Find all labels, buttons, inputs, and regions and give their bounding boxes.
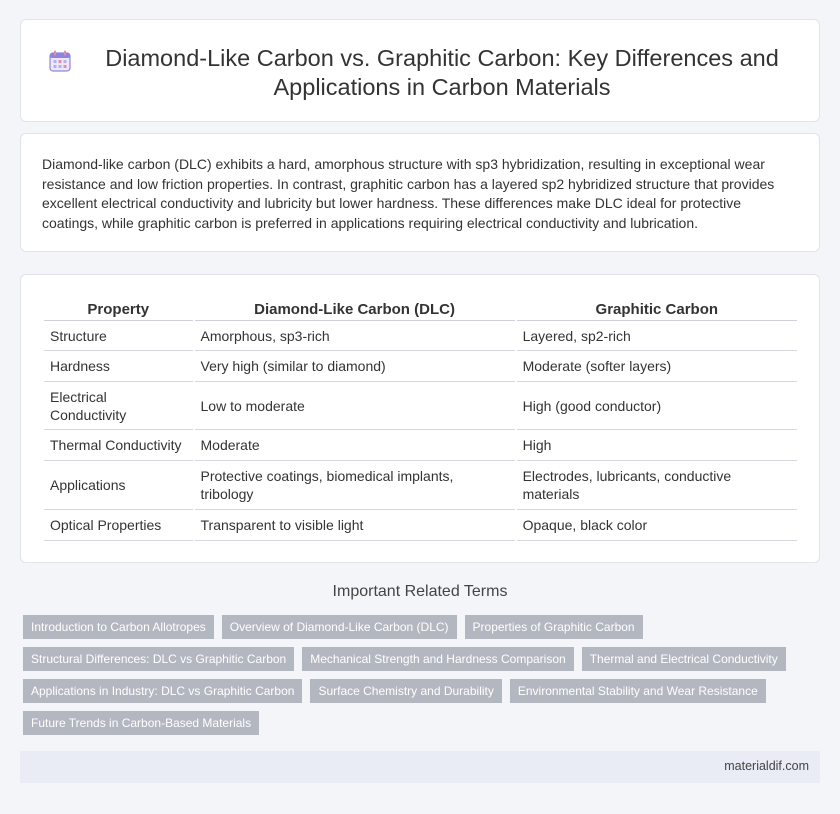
- related-term-tag[interactable]: Structural Differences: DLC vs Graphitic Carbon: [23, 647, 294, 671]
- table-row: [44, 510, 797, 541]
- related-term-tag[interactable]: Overview of Diamond-Like Carbon (DLC): [222, 615, 457, 639]
- graphitic-cell: Moderate (softer layers): [517, 351, 797, 382]
- table-row: [44, 461, 797, 510]
- graphitic-cell: High: [517, 430, 797, 461]
- page-title: Diamond-Like Carbon vs. Graphitic Carbon: Key Differences and Applications in Carbon Materials: [105, 45, 779, 100]
- related-terms-list: [23, 615, 803, 743]
- property-cell: Structure: [44, 321, 193, 351]
- table-row: [44, 430, 797, 461]
- tag-row: [23, 711, 803, 735]
- dlc-cell: Low to moderate: [195, 382, 515, 430]
- tag-row: [23, 679, 803, 703]
- graphitic-cell: High (good conductor): [517, 382, 797, 430]
- column-header-dlc: Diamond-Like Carbon (DLC): [195, 295, 515, 321]
- table-row: [44, 382, 797, 430]
- footer: [20, 751, 820, 783]
- related-term-tag[interactable]: Thermal and Electrical Conductivity: [582, 647, 786, 671]
- related-term-tag[interactable]: Environmental Stability and Wear Resistance: [510, 679, 766, 703]
- property-cell: Hardness: [44, 351, 193, 382]
- related-term-tag[interactable]: Applications in Industry: DLC vs Graphitic Carbon: [23, 679, 302, 703]
- graphitic-cell: Layered, sp2-rich: [517, 321, 797, 351]
- comparison-table-card: [20, 274, 820, 563]
- column-header-property: Property: [44, 295, 193, 321]
- property-cell: Optical Properties: [44, 510, 193, 541]
- property-cell: Applications: [44, 461, 193, 510]
- property-cell: Electrical Conductivity: [44, 382, 193, 430]
- tag-row: [23, 647, 803, 671]
- table-row: [44, 351, 797, 382]
- summary-card: [20, 133, 820, 252]
- related-terms-heading: Important Related Terms: [332, 583, 508, 600]
- related-term-tag[interactable]: Surface Chemistry and Durability: [310, 679, 501, 703]
- related-term-tag[interactable]: Introduction to Carbon Allotropes: [23, 615, 214, 639]
- table-header-row: [44, 295, 797, 321]
- footer-site-link[interactable]: materialdif.com: [724, 759, 809, 773]
- dlc-cell: Moderate: [195, 430, 515, 461]
- comparison-table: [42, 295, 799, 541]
- table-row: [44, 321, 797, 351]
- dlc-cell: Protective coatings, biomedical implants, tribology: [195, 461, 515, 510]
- related-term-tag[interactable]: Mechanical Strength and Hardness Comparison: [302, 647, 573, 671]
- dlc-cell: Very high (similar to diamond): [195, 351, 515, 382]
- dlc-cell: Amorphous, sp3-rich: [195, 321, 515, 351]
- column-header-graphitic: Graphitic Carbon: [517, 295, 797, 321]
- property-cell: Thermal Conductivity: [44, 430, 193, 461]
- tag-row: [23, 615, 803, 639]
- graphitic-cell: Opaque, black color: [517, 510, 797, 541]
- related-term-tag[interactable]: Properties of Graphitic Carbon: [465, 615, 643, 639]
- summary-paragraph: Diamond-like carbon (DLC) exhibits a hard, amorphous structure with sp3 hybridization, resulting in exceptional wear resistance and low friction properties. In contrast, graphitic carbon has a layered sp2 hybridized structure that provides excellent electrical conductivity and lubricity but lower hardness. These differences make DLC ideal for protective coatings, while graphitic carbon is preferred in applications requiring electrical conductivity and lubrication.: [42, 156, 775, 231]
- dlc-cell: Transparent to visible light: [195, 510, 515, 541]
- calendar-grid-icon: [48, 49, 72, 73]
- title-card: [20, 19, 820, 122]
- graphitic-cell: Electrodes, lubricants, conductive materials: [517, 461, 797, 510]
- title-wrap: [21, 44, 819, 102]
- related-term-tag[interactable]: Future Trends in Carbon-Based Materials: [23, 711, 259, 735]
